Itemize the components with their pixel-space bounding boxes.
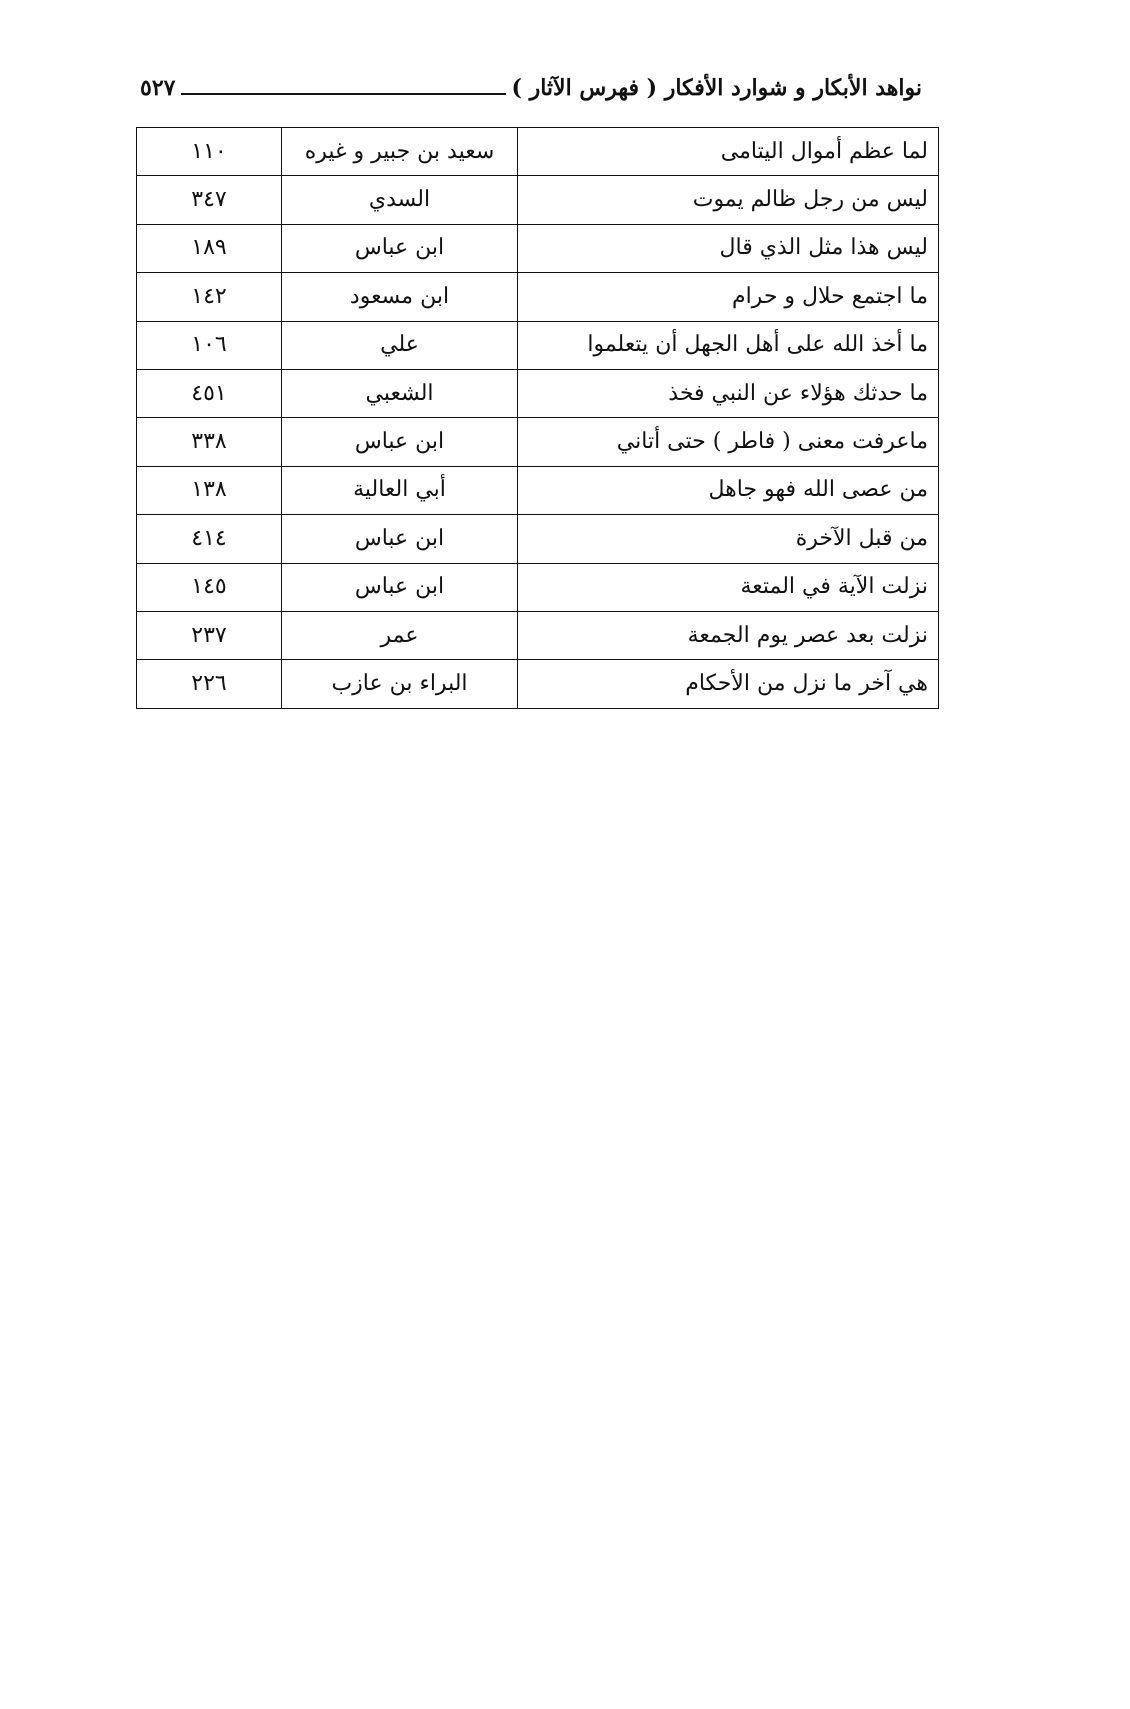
table-row	[137, 369, 939, 417]
table-row	[137, 128, 939, 176]
narrator: ابن مسعود	[282, 273, 518, 321]
narrator: سعيد بن جبير و غيره	[282, 128, 518, 176]
table-row	[137, 466, 939, 514]
page-ref: ١٤٢	[137, 273, 282, 321]
table-row	[137, 611, 939, 659]
page-ref: ١٤٥	[137, 563, 282, 611]
table-row	[137, 273, 939, 321]
table-row	[137, 224, 939, 272]
table-row	[137, 176, 939, 224]
book-title: نواهد الأبكار و شوارد الأفكار ( فهرس الآثار )	[511, 75, 922, 101]
narrator: البراء بن عازب	[282, 660, 518, 708]
athar-text: من عصى الله فهو جاهل	[518, 466, 939, 514]
narrator: ابن عباس	[282, 515, 518, 563]
athar-text: ماعرفت معنى ( فاطر ) حتى أتاني	[518, 418, 939, 466]
athar-text: ما حدثك هؤلاء عن النبي فخذ	[518, 369, 939, 417]
athar-text: ما أخذ الله على أهل الجهل أن يتعلموا	[518, 321, 939, 369]
table-row	[137, 418, 939, 466]
page-ref: ٤٥١	[137, 369, 282, 417]
narrator: ابن عباس	[282, 224, 518, 272]
athar-text: لما عظم أموال اليتامى	[518, 128, 939, 176]
page-ref: ٣٤٧	[137, 176, 282, 224]
page-number: ٥٢٧	[140, 75, 176, 101]
table-row	[137, 321, 939, 369]
table-row	[137, 563, 939, 611]
running-header	[140, 68, 922, 108]
page-ref: ١٣٨	[137, 466, 282, 514]
athar-text: نزلت بعد عصر يوم الجمعة	[518, 611, 939, 659]
narrator: علي	[282, 321, 518, 369]
page-ref: ١٠٦	[137, 321, 282, 369]
athar-text: ليس من رجل ظالم يموت	[518, 176, 939, 224]
page-ref: ٢٣٧	[137, 611, 282, 659]
table-row	[137, 660, 939, 708]
athar-text: هي آخر ما نزل من الأحكام	[518, 660, 939, 708]
narrator: ابن عباس	[282, 563, 518, 611]
page-ref: ٢٢٦	[137, 660, 282, 708]
athar-text: نزلت الآية في المتعة	[518, 563, 939, 611]
narrator: أبي العالية	[282, 466, 518, 514]
narrator: ابن عباس	[282, 418, 518, 466]
page-ref: ٤١٤	[137, 515, 282, 563]
narrator: السدي	[282, 176, 518, 224]
athar-text: من قبل الآخرة	[518, 515, 939, 563]
athar-text: ليس هذا مثل الذي قال	[518, 224, 939, 272]
page-ref: ١٨٩	[137, 224, 282, 272]
table-row	[137, 515, 939, 563]
narrator: الشعبي	[282, 369, 518, 417]
athar-text: ما اجتمع حلال و حرام	[518, 273, 939, 321]
narrator: عمر	[282, 611, 518, 659]
page-ref: ٣٣٨	[137, 418, 282, 466]
athar-index-table	[136, 127, 939, 709]
page-ref: ١١٠	[137, 128, 282, 176]
header-rule	[181, 93, 505, 95]
